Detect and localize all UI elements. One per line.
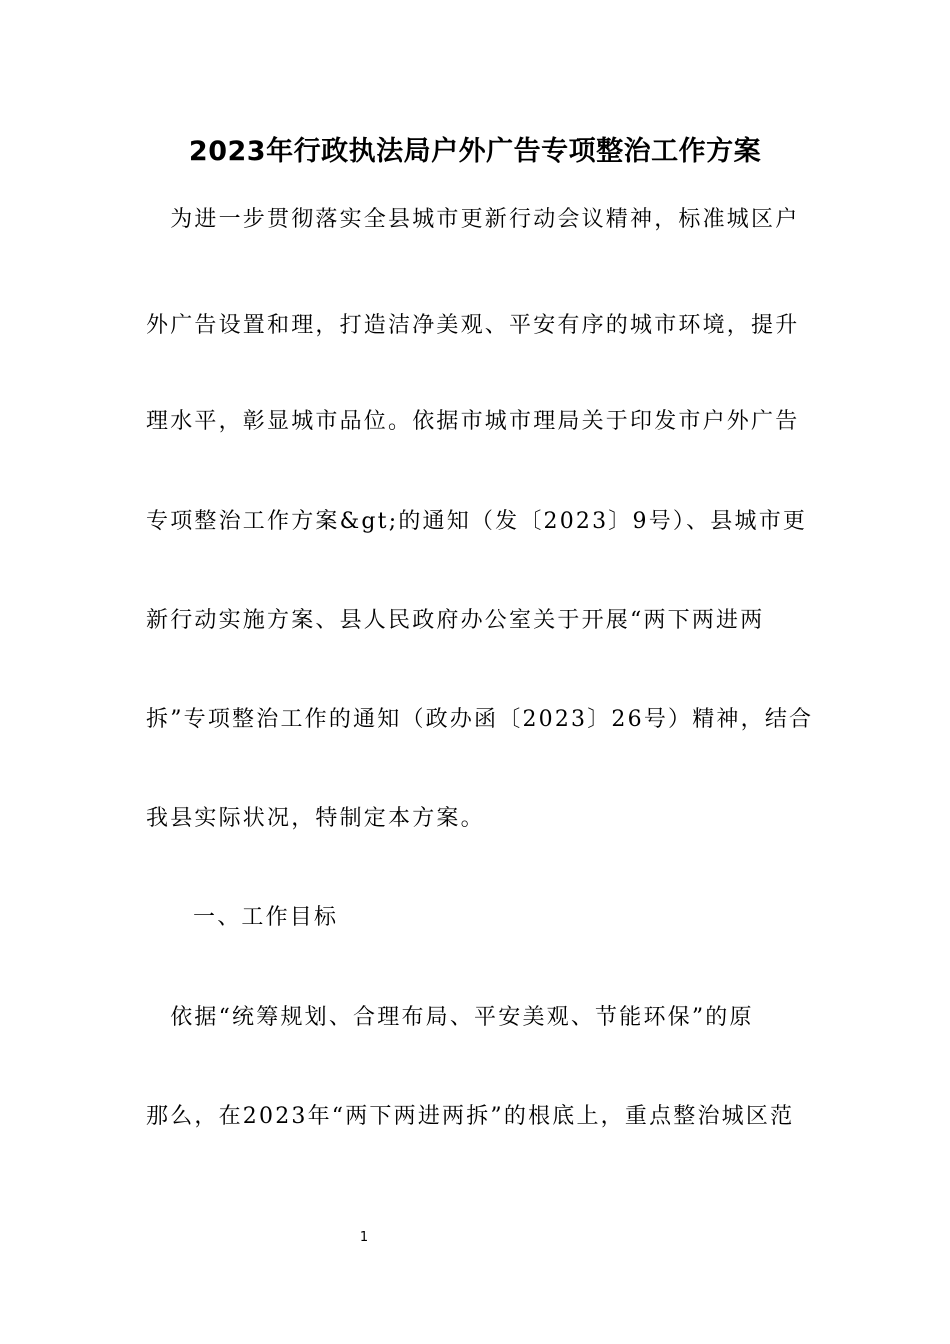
paragraph-line: 那么，在2023年“两下两进两拆”的根底上，重点整治城区范	[146, 1104, 795, 1129]
paragraph-line: 新行动实施方案、县人民政府办公室关于开展“两下两进两	[146, 608, 765, 633]
paragraph-line: 理水平，彰显城市品位。依据市城市理局关于印发市户外广告	[146, 409, 800, 434]
paragraph-line: 专项整治工作方案&gt;的通知（发〔2023〕9号）、县城市更	[146, 509, 808, 534]
paragraph-line: 拆”专项整治工作的通知（政办函〔2023〕26号）精神，结合	[146, 707, 814, 732]
paragraph-line: 依据“统筹规划、合理布局、平安美观、节能环保”的原	[146, 1005, 754, 1030]
paragraph-line: 我县实际状况，特制定本方案。	[146, 806, 485, 831]
paragraph-line: 为进一步贯彻落实全县城市更新行动会议精神，标准城区户	[146, 207, 800, 232]
paragraph-line: 外广告设置和理，打造洁净美观、平安有序的城市环境，提升	[146, 313, 800, 338]
page-number: 1	[359, 1230, 369, 1245]
document-title: 2023年行政执法局户外广告专项整治工作方案	[188, 136, 762, 167]
section-heading: 一、工作目标	[193, 905, 339, 930]
